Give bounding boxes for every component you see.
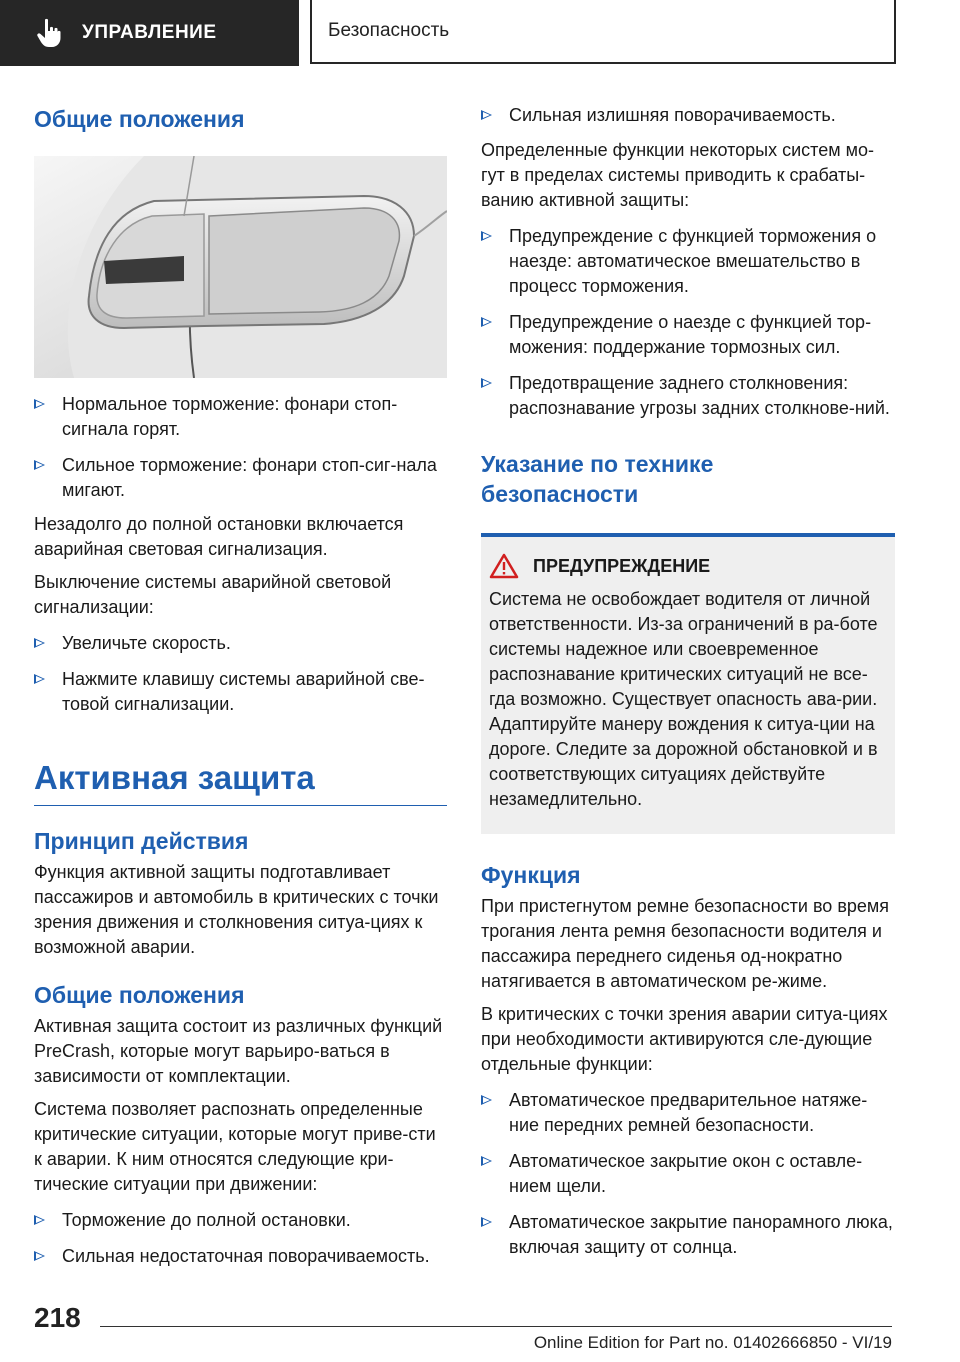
- heading-general-2: Общие положения: [34, 982, 245, 1008]
- bullet-triangle-icon: [481, 110, 492, 120]
- heading-principle: Принцип действия: [34, 828, 249, 854]
- list-item-text: Нажмите клавишу системы аварийной све-товой сигнализации.: [62, 669, 425, 714]
- heading-function: Функция: [481, 862, 581, 888]
- tail-light-image: [34, 156, 447, 378]
- paragraph-general-2a: Активная защита состоит из различных функций PreCrash, которые могут варьиро-ваться в зависимости от комплектации.: [34, 1016, 443, 1086]
- list-item: [34, 453, 447, 503]
- bullet-triangle-icon: [481, 317, 492, 327]
- list-item-text: Сильная недостаточная поворачиваемость.: [62, 1246, 430, 1266]
- list-item-text: Автоматическое закрытие панорамного люка, включая защиту от солнца.: [509, 1212, 893, 1257]
- list-item: [34, 667, 447, 717]
- top-list: [481, 103, 895, 128]
- hazard-off-list: [34, 631, 447, 717]
- paragraph-hazard: Незадолго до полной остановки включается аварийная световая сигнализация.: [34, 514, 404, 559]
- list-item: [481, 371, 895, 421]
- list-item-text: Торможение до полной остановки.: [62, 1210, 351, 1230]
- list-item: [481, 310, 895, 360]
- chapter-tab-label: Безопасность: [328, 20, 450, 41]
- bullet-triangle-icon: [34, 399, 45, 409]
- bullet-triangle-icon: [34, 460, 45, 470]
- edition-text: Online Edition for Part no. 01402666850 - VI/19: [533, 1333, 892, 1352]
- paragraph-hazard-off: Выключение системы аварийной световой сигнализации:: [34, 572, 392, 617]
- list-item: [34, 631, 447, 656]
- hand-pointer-icon: [36, 18, 62, 48]
- list-item-text: Сильная излишняя поворачиваемость.: [509, 105, 836, 125]
- list-item-text: Автоматическое закрытие окон с оставле-нием щели.: [509, 1151, 863, 1196]
- page-number: 218: [34, 1302, 81, 1333]
- tail-light-illustration: [34, 156, 447, 378]
- bullet-triangle-icon: [34, 1251, 45, 1261]
- list-item-text: Предупреждение о наезде с функцией тор-можения: поддержание тормозных сил.: [509, 312, 872, 357]
- list-item: [481, 1210, 895, 1260]
- warning-text: Система не освобождает водителя от личной ответственности. Из-за ограничений в ра-боте системы надежное или своевременное распознавание критических ситуаций не все-гда возможно. Существует опасность ава-рии. Адаптируйте манеру вождения к ситуа-ции на дороге. Следите за дорожной обстановкой и в соответствующих ситуациях действуйте незамедлительно.: [489, 589, 878, 809]
- bullet-triangle-icon: [481, 1095, 492, 1105]
- bullet-triangle-icon: [34, 1215, 45, 1225]
- list-item-text: Предупреждение с функцией торможения о наезде: автоматическое вмешательство в процесс торможения.: [509, 226, 877, 296]
- heading-safety-note: Указание по технике безопасности: [481, 451, 714, 507]
- right-column: [481, 100, 895, 1260]
- warning-box: [481, 533, 895, 834]
- list-item-text: Нормальное торможение: фонари стоп-сигнала горят.: [62, 394, 398, 439]
- warning-title-row: [489, 553, 887, 579]
- list-item: [481, 224, 895, 299]
- bullet-triangle-icon: [481, 231, 492, 241]
- warning-title: ПРЕДУПРЕЖДЕНИЕ: [533, 555, 711, 576]
- certain-functions-list: [481, 224, 895, 421]
- bullet-triangle-icon: [481, 1156, 492, 1166]
- left-column: [34, 100, 447, 1269]
- paragraph-function-1: При пристегнутом ремне безопасности во время трогания лента ремня безопасности водителя и пассажира переднего сиденья од-нократно натягивается в автоматическом ре-жиме.: [481, 896, 890, 991]
- paragraph-general-2b: Система позволяет распознать определенные критические ситуации, которые могут приве-сти к аварии. К ним относятся следующие кри-тические ситуации при движении:: [34, 1099, 436, 1194]
- function-list: [481, 1088, 895, 1260]
- list-item: [34, 1244, 447, 1269]
- list-item: [481, 1149, 895, 1199]
- paragraph-principle: Функция активной защиты подготавливает пассажиров и автомобиль в критических с точки зрения движения и столкновения ситуа-циях к возможной аварии.: [34, 862, 439, 957]
- chapter-tab: [310, 0, 896, 64]
- section-tab-label: УПРАВЛЕНИЕ: [82, 22, 217, 43]
- list-item-text: Увеличьте скорость.: [62, 633, 231, 653]
- paragraph-certain-functions: Определенные функции некоторых систем мо-гут в пределах системы приводить к срабаты-ванию активной защиты:: [481, 140, 874, 210]
- warning-triangle-icon: [489, 553, 519, 579]
- list-item-text: Предотвращение заднего столкновения: распознавание угрозы задних столкнове-ний.: [509, 373, 890, 418]
- list-item: [481, 1088, 895, 1138]
- bullet-triangle-icon: [34, 674, 45, 684]
- bullet-triangle-icon: [481, 378, 492, 388]
- page-header: [0, 0, 960, 66]
- list-item: [34, 1208, 447, 1233]
- bullet-triangle-icon: [34, 638, 45, 648]
- heading-active-protection: Активная защита: [34, 759, 315, 796]
- list-item: [34, 392, 447, 442]
- list-item-text: Автоматическое предварительное натяже-ние передних ремней безопасности.: [509, 1090, 868, 1135]
- footer-rule: [100, 1326, 892, 1327]
- bullet-triangle-icon: [481, 1217, 492, 1227]
- heading-rule: [34, 805, 447, 806]
- list-item-text: Сильное торможение: фонари стоп-сиг-нала мигают.: [62, 455, 437, 500]
- section-tab: [0, 0, 299, 66]
- paragraph-function-2: В критических с точки зрения аварии ситуа-циях при необходимости активируются сле-дующие отдельные функции:: [481, 1004, 888, 1074]
- page-footer: [0, 1296, 960, 1356]
- list-item: [481, 103, 895, 128]
- situations-list: [34, 1208, 447, 1269]
- brake-light-list: [34, 392, 447, 503]
- heading-general: Общие положения: [34, 106, 245, 132]
